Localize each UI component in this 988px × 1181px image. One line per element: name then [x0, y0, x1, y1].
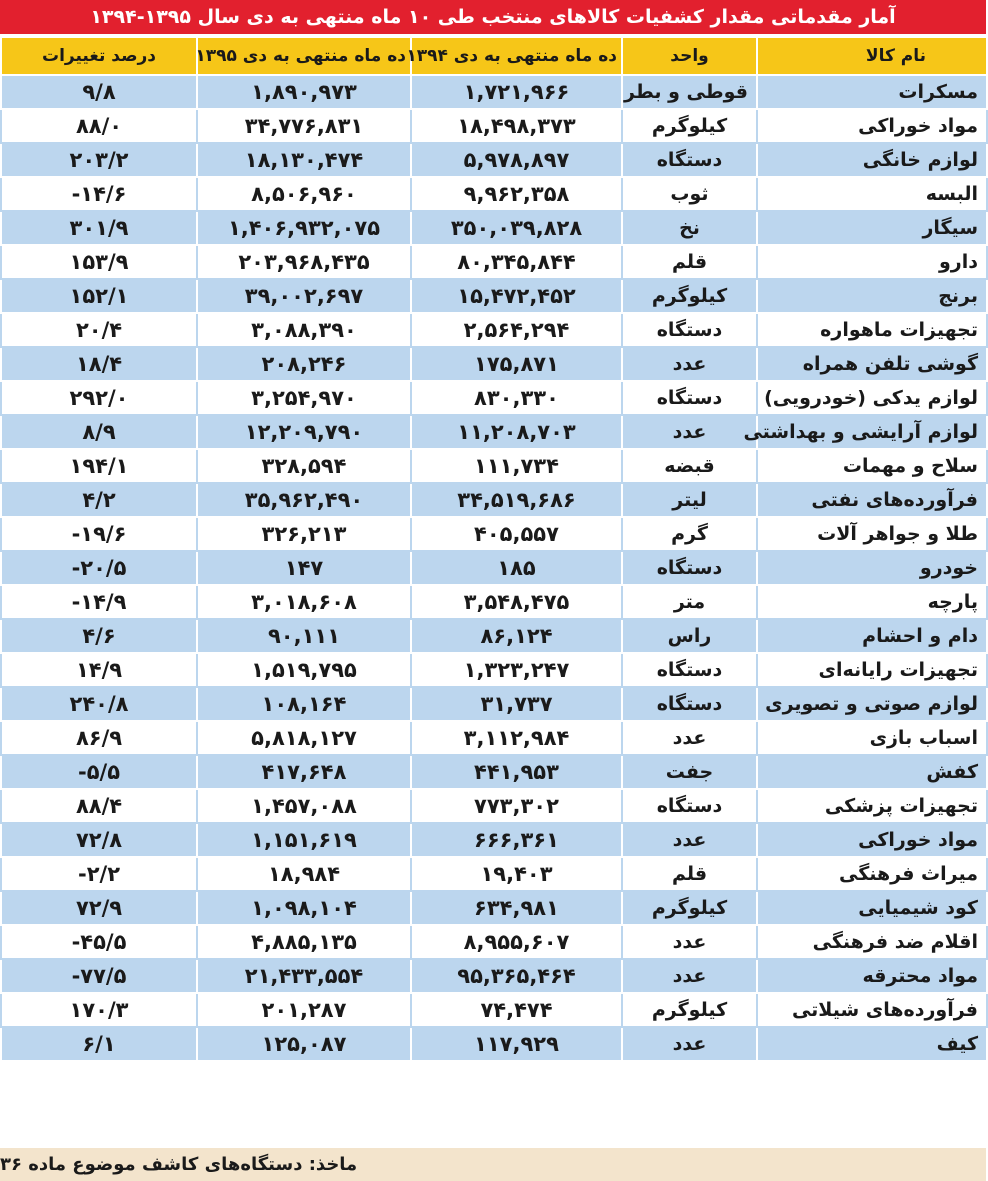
source-note: ماخذ: دستگاه‌های کاشف موضوع ماده ۳۶: [0, 1154, 358, 1175]
value-1395-cell: ۱,۸۹۰,۹۷۳: [197, 75, 411, 109]
value-1395-cell: ۲۰۱,۲۸۷: [197, 993, 411, 1027]
table-row: [1, 721, 987, 755]
percent-change-cell: ۸/۹: [1, 415, 197, 449]
item-name-cell: مواد خوراکی: [757, 823, 987, 857]
table-row: [1, 517, 987, 551]
percent-change-cell: -۲/۲: [1, 857, 197, 891]
unit-cell: قوطی و بطر: [622, 75, 757, 109]
item-name-cell: لوازم صوتی و تصویری: [757, 687, 987, 721]
percent-change-cell: ۲۰/۴: [1, 313, 197, 347]
value-1394-cell: ۶۳۴,۹۸۱: [411, 891, 622, 925]
value-1394-cell: ۸۶,۱۲۴: [411, 619, 622, 653]
value-1395-cell: ۹۰,۱۱۱: [197, 619, 411, 653]
value-1395-cell: ۴,۸۸۵,۱۳۵: [197, 925, 411, 959]
table-row: [1, 959, 987, 993]
header-item-name: نام کالا: [757, 37, 987, 75]
unit-cell: دستگاه: [622, 143, 757, 177]
item-name-cell: گوشی تلفن همراه: [757, 347, 987, 381]
header-percent-change: درصد تغییرات: [1, 37, 197, 75]
value-1395-cell: ۱,۴۵۷,۰۸۸: [197, 789, 411, 823]
item-name-cell: اقلام ضد فرهنگی: [757, 925, 987, 959]
unit-cell: کیلوگرم: [622, 993, 757, 1027]
percent-change-cell: -۷۷/۵: [1, 959, 197, 993]
unit-cell: عدد: [622, 959, 757, 993]
value-1394-cell: ۸۰,۳۴۵,۸۴۴: [411, 245, 622, 279]
percent-change-cell: ۷۲/۹: [1, 891, 197, 925]
item-name-cell: لوازم خانگی: [757, 143, 987, 177]
percent-change-cell: ۷۲/۸: [1, 823, 197, 857]
unit-cell: کیلوگرم: [622, 109, 757, 143]
percent-change-cell: ۲۴۰/۸: [1, 687, 197, 721]
value-1395-cell: ۸,۵۰۶,۹۶۰: [197, 177, 411, 211]
value-1394-cell: ۳۵۰,۰۳۹,۸۲۸: [411, 211, 622, 245]
percent-change-cell: -۱۹/۶: [1, 517, 197, 551]
value-1394-cell: ۱۸۵: [411, 551, 622, 585]
table-row: [1, 619, 987, 653]
table-row: [1, 789, 987, 823]
value-1394-cell: ۳,۵۴۸,۴۷۵: [411, 585, 622, 619]
percent-change-cell: ۱۷۰/۳: [1, 993, 197, 1027]
value-1394-cell: ۴۴۱,۹۵۳: [411, 755, 622, 789]
value-1394-cell: ۸۳۰,۳۳۰: [411, 381, 622, 415]
item-name-cell: تجهیزات پزشکی: [757, 789, 987, 823]
item-name-cell: کود شیمیایی: [757, 891, 987, 925]
table-row: [1, 313, 987, 347]
value-1394-cell: ۱۸,۴۹۸,۳۷۳: [411, 109, 622, 143]
value-1395-cell: ۱,۰۹۸,۱۰۴: [197, 891, 411, 925]
value-1395-cell: ۱۲۵,۰۸۷: [197, 1027, 411, 1061]
unit-cell: عدد: [622, 721, 757, 755]
unit-cell: گرم: [622, 517, 757, 551]
item-name-cell: پارچه: [757, 585, 987, 619]
value-1394-cell: ۳۴,۵۱۹,۶۸۶: [411, 483, 622, 517]
table-row: [1, 143, 987, 177]
unit-cell: قلم: [622, 857, 757, 891]
value-1395-cell: ۱۸,۹۸۴: [197, 857, 411, 891]
unit-cell: قلم: [622, 245, 757, 279]
percent-change-cell: ۶/۱: [1, 1027, 197, 1061]
value-1394-cell: ۴۰۵,۵۵۷: [411, 517, 622, 551]
header-1394: ده ماه منتهی به دی ۱۳۹۴: [411, 37, 622, 75]
table-row: [1, 75, 987, 109]
table-row: [1, 755, 987, 789]
value-1394-cell: ۱,۷۲۱,۹۶۶: [411, 75, 622, 109]
unit-cell: ثوب: [622, 177, 757, 211]
unit-cell: عدد: [622, 415, 757, 449]
table-title: آمار مقدماتی مقدار کشفیات کالاهای منتخب طی ۱۰ ماه منتهی به دی سال ۱۳۹۵-۱۳۹۴: [0, 0, 986, 36]
unit-cell: لیتر: [622, 483, 757, 517]
item-name-cell: مسکرات: [757, 75, 987, 109]
item-name-cell: کفش: [757, 755, 987, 789]
value-1395-cell: ۳۹,۰۰۲,۶۹۷: [197, 279, 411, 313]
percent-change-cell: ۴/۶: [1, 619, 197, 653]
value-1395-cell: ۱۰۸,۱۶۴: [197, 687, 411, 721]
item-name-cell: کیف: [757, 1027, 987, 1061]
item-name-cell: برنج: [757, 279, 987, 313]
value-1394-cell: ۱۱۱,۷۳۴: [411, 449, 622, 483]
unit-cell: دستگاه: [622, 551, 757, 585]
value-1394-cell: ۹۵,۳۶۵,۴۶۴: [411, 959, 622, 993]
value-1394-cell: ۱۵,۴۷۲,۴۵۲: [411, 279, 622, 313]
unit-cell: کیلوگرم: [622, 279, 757, 313]
value-1394-cell: ۱۷۵,۸۷۱: [411, 347, 622, 381]
percent-change-cell: -۱۴/۶: [1, 177, 197, 211]
value-1395-cell: ۱۲,۲۰۹,۷۹۰: [197, 415, 411, 449]
percent-change-cell: -۵/۵: [1, 755, 197, 789]
table-row: [1, 857, 987, 891]
value-1395-cell: ۳,۰۱۸,۶۰۸: [197, 585, 411, 619]
value-1394-cell: ۳۱,۷۳۷: [411, 687, 622, 721]
percent-change-cell: -۲۰/۵: [1, 551, 197, 585]
value-1394-cell: ۷۷۳,۳۰۲: [411, 789, 622, 823]
header-1395: ده ماه منتهی به دی ۱۳۹۵: [197, 37, 411, 75]
value-1395-cell: ۳۲۶,۲۱۳: [197, 517, 411, 551]
item-name-cell: طلا و جواهر آلات: [757, 517, 987, 551]
table-row: [1, 381, 987, 415]
item-name-cell: لوازم آرایشی و بهداشتی: [757, 415, 987, 449]
value-1395-cell: ۲۰۳,۹۶۸,۴۳۵: [197, 245, 411, 279]
value-1394-cell: ۷۴,۴۷۴: [411, 993, 622, 1027]
percent-change-cell: ۱۹۴/۱: [1, 449, 197, 483]
unit-cell: متر: [622, 585, 757, 619]
percent-change-cell: ۸۸/۴: [1, 789, 197, 823]
percent-change-cell: ۸۶/۹: [1, 721, 197, 755]
item-name-cell: سیگار: [757, 211, 987, 245]
percent-change-cell: ۱۸/۴: [1, 347, 197, 381]
item-name-cell: میراث فرهنگی: [757, 857, 987, 891]
value-1394-cell: ۵,۹۷۸,۸۹۷: [411, 143, 622, 177]
item-name-cell: البسه: [757, 177, 987, 211]
value-1395-cell: ۳۴,۷۷۶,۸۳۱: [197, 109, 411, 143]
table-row: [1, 177, 987, 211]
table-row: [1, 109, 987, 143]
item-name-cell: مواد محترقه: [757, 959, 987, 993]
table-row: [1, 415, 987, 449]
table-row: [1, 211, 987, 245]
value-1394-cell: ۶۶۶,۳۶۱: [411, 823, 622, 857]
value-1395-cell: ۱,۱۵۱,۶۱۹: [197, 823, 411, 857]
source-footer: [0, 1148, 986, 1181]
unit-cell: عدد: [622, 823, 757, 857]
table-row: [1, 347, 987, 381]
value-1395-cell: ۳۵,۹۶۲,۴۹۰: [197, 483, 411, 517]
unit-cell: قبضه: [622, 449, 757, 483]
table-row: [1, 585, 987, 619]
table-row: [1, 1027, 987, 1061]
table-row: [1, 483, 987, 517]
table-row: [1, 993, 987, 1027]
percent-change-cell: ۱۵۲/۱: [1, 279, 197, 313]
value-1395-cell: ۴۱۷,۶۴۸: [197, 755, 411, 789]
percent-change-cell: -۱۴/۹: [1, 585, 197, 619]
item-name-cell: خودرو: [757, 551, 987, 585]
item-name-cell: دام و احشام: [757, 619, 987, 653]
percent-change-cell: ۲۹۲/۰: [1, 381, 197, 415]
value-1395-cell: ۳,۲۵۴,۹۷۰: [197, 381, 411, 415]
unit-cell: دستگاه: [622, 653, 757, 687]
header-unit: واحد: [622, 37, 757, 75]
item-name-cell: سلاح و مهمات: [757, 449, 987, 483]
item-name-cell: دارو: [757, 245, 987, 279]
table-body: [1, 75, 987, 1061]
unit-cell: دستگاه: [622, 687, 757, 721]
percent-change-cell: ۴/۲: [1, 483, 197, 517]
value-1395-cell: ۱,۵۱۹,۷۹۵: [197, 653, 411, 687]
table-row: [1, 653, 987, 687]
percent-change-cell: ۲۰۳/۲: [1, 143, 197, 177]
value-1394-cell: ۸,۹۵۵,۶۰۷: [411, 925, 622, 959]
unit-cell: نخ: [622, 211, 757, 245]
unit-cell: دستگاه: [622, 381, 757, 415]
percent-change-cell: -۴۵/۵: [1, 925, 197, 959]
item-name-cell: مواد خوراکی: [757, 109, 987, 143]
value-1394-cell: ۱۱,۲۰۸,۷۰۳: [411, 415, 622, 449]
value-1395-cell: ۱,۴۰۶,۹۳۲,۰۷۵: [197, 211, 411, 245]
unit-cell: دستگاه: [622, 789, 757, 823]
table-row: [1, 891, 987, 925]
percent-change-cell: ۱۴/۹: [1, 653, 197, 687]
table-row: [1, 279, 987, 313]
unit-cell: کیلوگرم: [622, 891, 757, 925]
value-1395-cell: ۵,۸۱۸,۱۲۷: [197, 721, 411, 755]
unit-cell: جفت: [622, 755, 757, 789]
table-row: [1, 449, 987, 483]
percent-change-cell: ۱۵۳/۹: [1, 245, 197, 279]
percent-change-cell: ۸۸/۰: [1, 109, 197, 143]
table-row: [1, 823, 987, 857]
value-1394-cell: ۹,۹۶۲,۳۵۸: [411, 177, 622, 211]
value-1394-cell: ۱,۳۲۳,۲۴۷: [411, 653, 622, 687]
item-name-cell: فرآورده‌های نفتی: [757, 483, 987, 517]
unit-cell: عدد: [622, 925, 757, 959]
value-1395-cell: ۳۲۸,۵۹۴: [197, 449, 411, 483]
value-1394-cell: ۲,۵۶۴,۲۹۴: [411, 313, 622, 347]
value-1394-cell: ۳,۱۱۲,۹۸۴: [411, 721, 622, 755]
item-name-cell: تجهیزات ماهواره: [757, 313, 987, 347]
item-name-cell: اسباب بازی: [757, 721, 987, 755]
percent-change-cell: ۳۰۱/۹: [1, 211, 197, 245]
unit-cell: عدد: [622, 1027, 757, 1061]
item-name-cell: تجهیزات رایانه‌ای: [757, 653, 987, 687]
item-name-cell: لوازم یدکی (خودرویی): [757, 381, 987, 415]
table-header-row: [1, 37, 987, 75]
value-1395-cell: ۲۰۸,۲۴۶: [197, 347, 411, 381]
percent-change-cell: ۹/۸: [1, 75, 197, 109]
unit-cell: دستگاه: [622, 313, 757, 347]
value-1394-cell: ۱۱۷,۹۲۹: [411, 1027, 622, 1061]
table-row: [1, 551, 987, 585]
unit-cell: راس: [622, 619, 757, 653]
unit-cell: عدد: [622, 347, 757, 381]
item-name-cell: فرآورده‌های شیلاتی: [757, 993, 987, 1027]
table-row: [1, 925, 987, 959]
table-row: [1, 245, 987, 279]
value-1395-cell: ۳,۰۸۸,۳۹۰: [197, 313, 411, 347]
seizure-stats-table: [0, 36, 988, 1062]
value-1395-cell: ۱۴۷: [197, 551, 411, 585]
value-1395-cell: ۱۸,۱۳۰,۴۷۴: [197, 143, 411, 177]
value-1394-cell: ۱۹,۴۰۳: [411, 857, 622, 891]
table-row: [1, 687, 987, 721]
value-1395-cell: ۲۱,۴۳۳,۵۵۴: [197, 959, 411, 993]
